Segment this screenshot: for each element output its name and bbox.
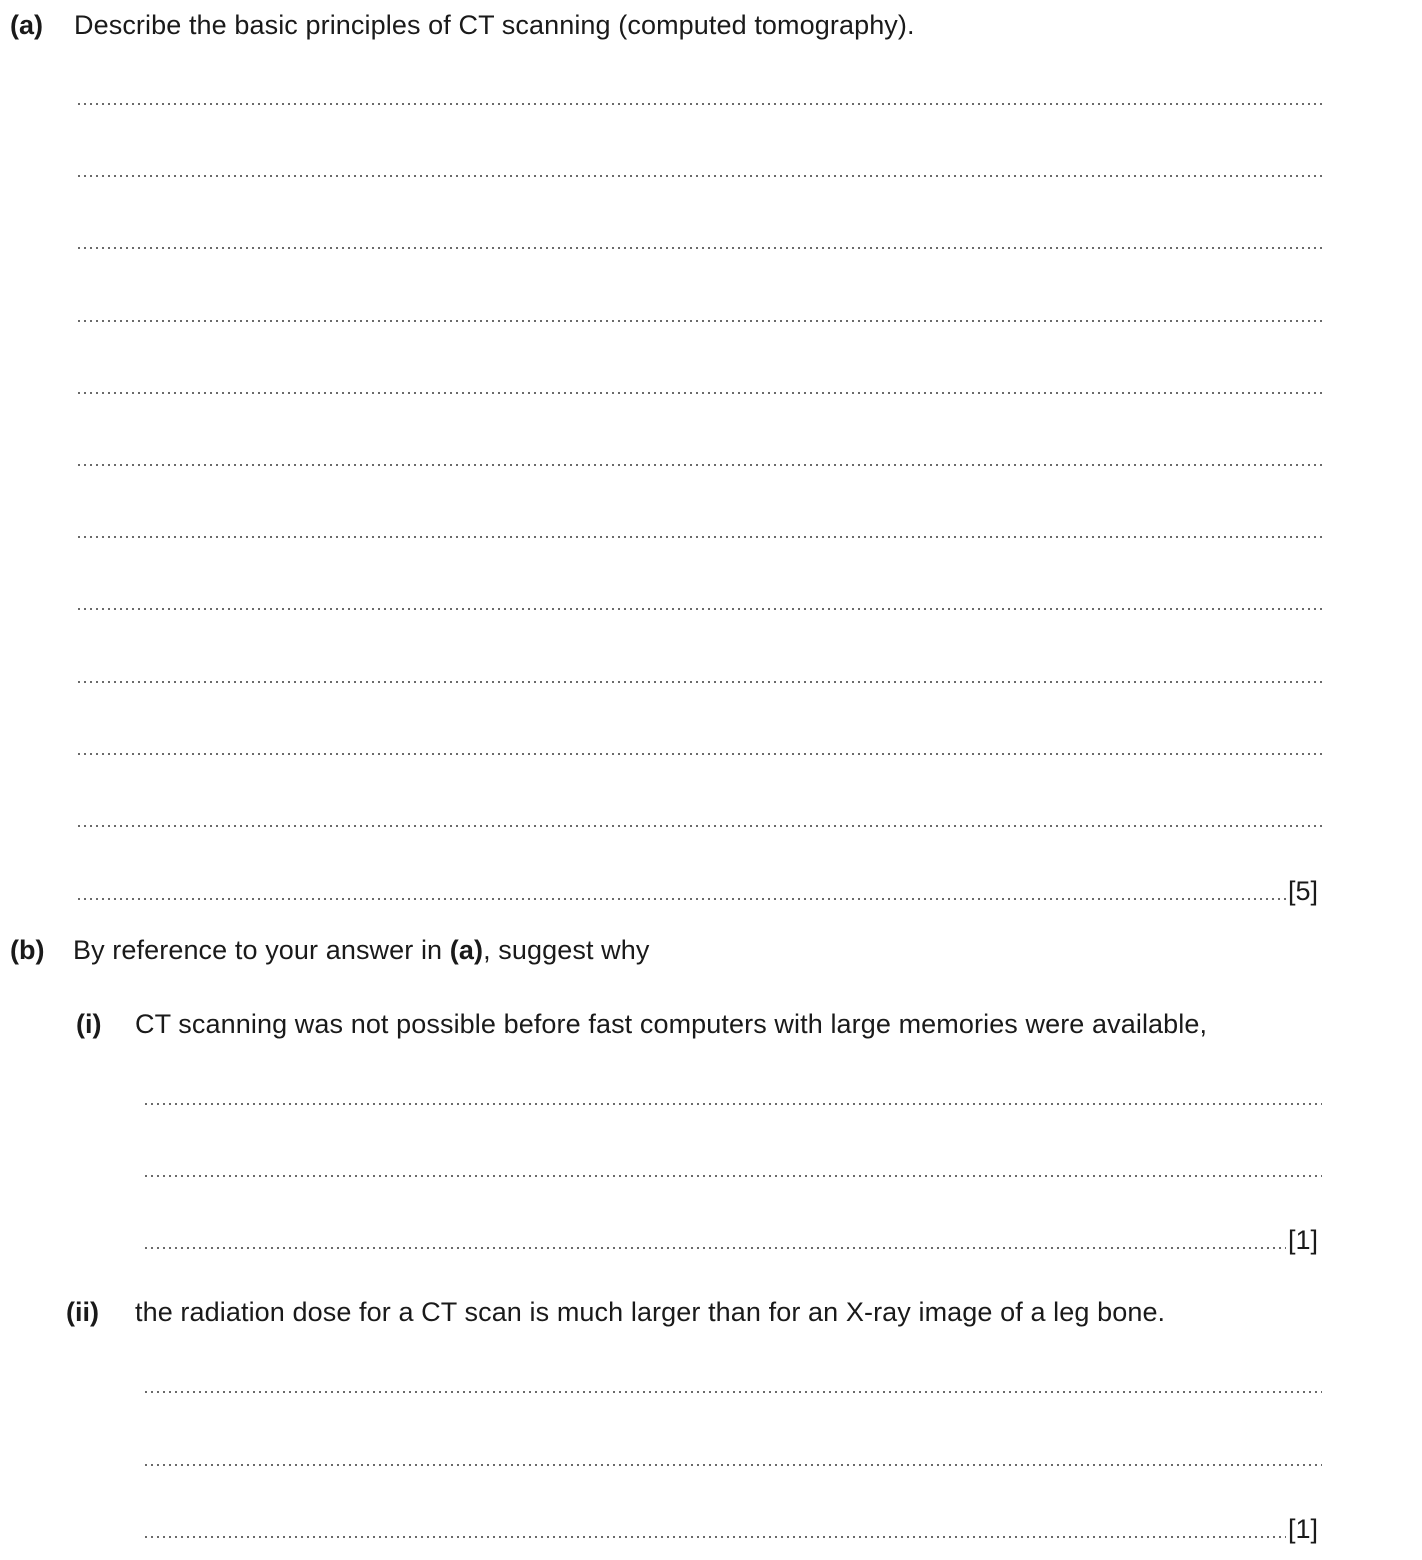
answer-line[interactable] [76, 175, 1322, 177]
part-a-question: Describe the basic principles of CT scanning (computed tomography). [74, 10, 915, 40]
answer-line[interactable] [76, 753, 1322, 755]
answer-line[interactable] [143, 1103, 1322, 1105]
part-b-i-label: (i) [76, 1009, 102, 1039]
part-b-intro-before: By reference to your answer in [73, 935, 450, 965]
part-a-label: (a) [10, 10, 43, 40]
answer-line[interactable] [143, 1175, 1322, 1177]
part-b-intro [73, 933, 649, 967]
part-b-i-marks: [1] [1288, 1225, 1319, 1255]
answer-line[interactable] [76, 464, 1322, 466]
part-b-intro-after: , suggest why [483, 935, 650, 965]
part-b-ii-marks: [1] [1288, 1514, 1319, 1544]
answer-line[interactable] [143, 1247, 1286, 1249]
answer-line[interactable] [143, 1464, 1322, 1466]
answer-line[interactable] [143, 1536, 1286, 1538]
answer-line[interactable] [76, 536, 1322, 538]
answer-line[interactable] [76, 608, 1322, 610]
answer-line[interactable] [76, 247, 1322, 249]
part-a-marks: [5] [1288, 876, 1319, 906]
answer-line[interactable] [76, 320, 1322, 322]
part-b-ii-label: (ii) [66, 1297, 99, 1327]
part-b-ii-question: the radiation dose for a CT scan is much larger than for an X-ray image of a leg bone. [135, 1297, 1166, 1327]
answer-line[interactable] [76, 898, 1286, 900]
answer-line[interactable] [76, 681, 1322, 683]
answer-line[interactable] [76, 392, 1322, 394]
answer-line[interactable] [143, 1391, 1322, 1393]
answer-line[interactable] [76, 103, 1322, 105]
part-b-intro-ref: (a) [449, 935, 484, 965]
part-b-label: (b) [10, 935, 45, 965]
part-b-i-question: CT scanning was not possible before fast computers with large memories were available, [135, 1009, 1208, 1039]
answer-line[interactable] [76, 825, 1322, 827]
